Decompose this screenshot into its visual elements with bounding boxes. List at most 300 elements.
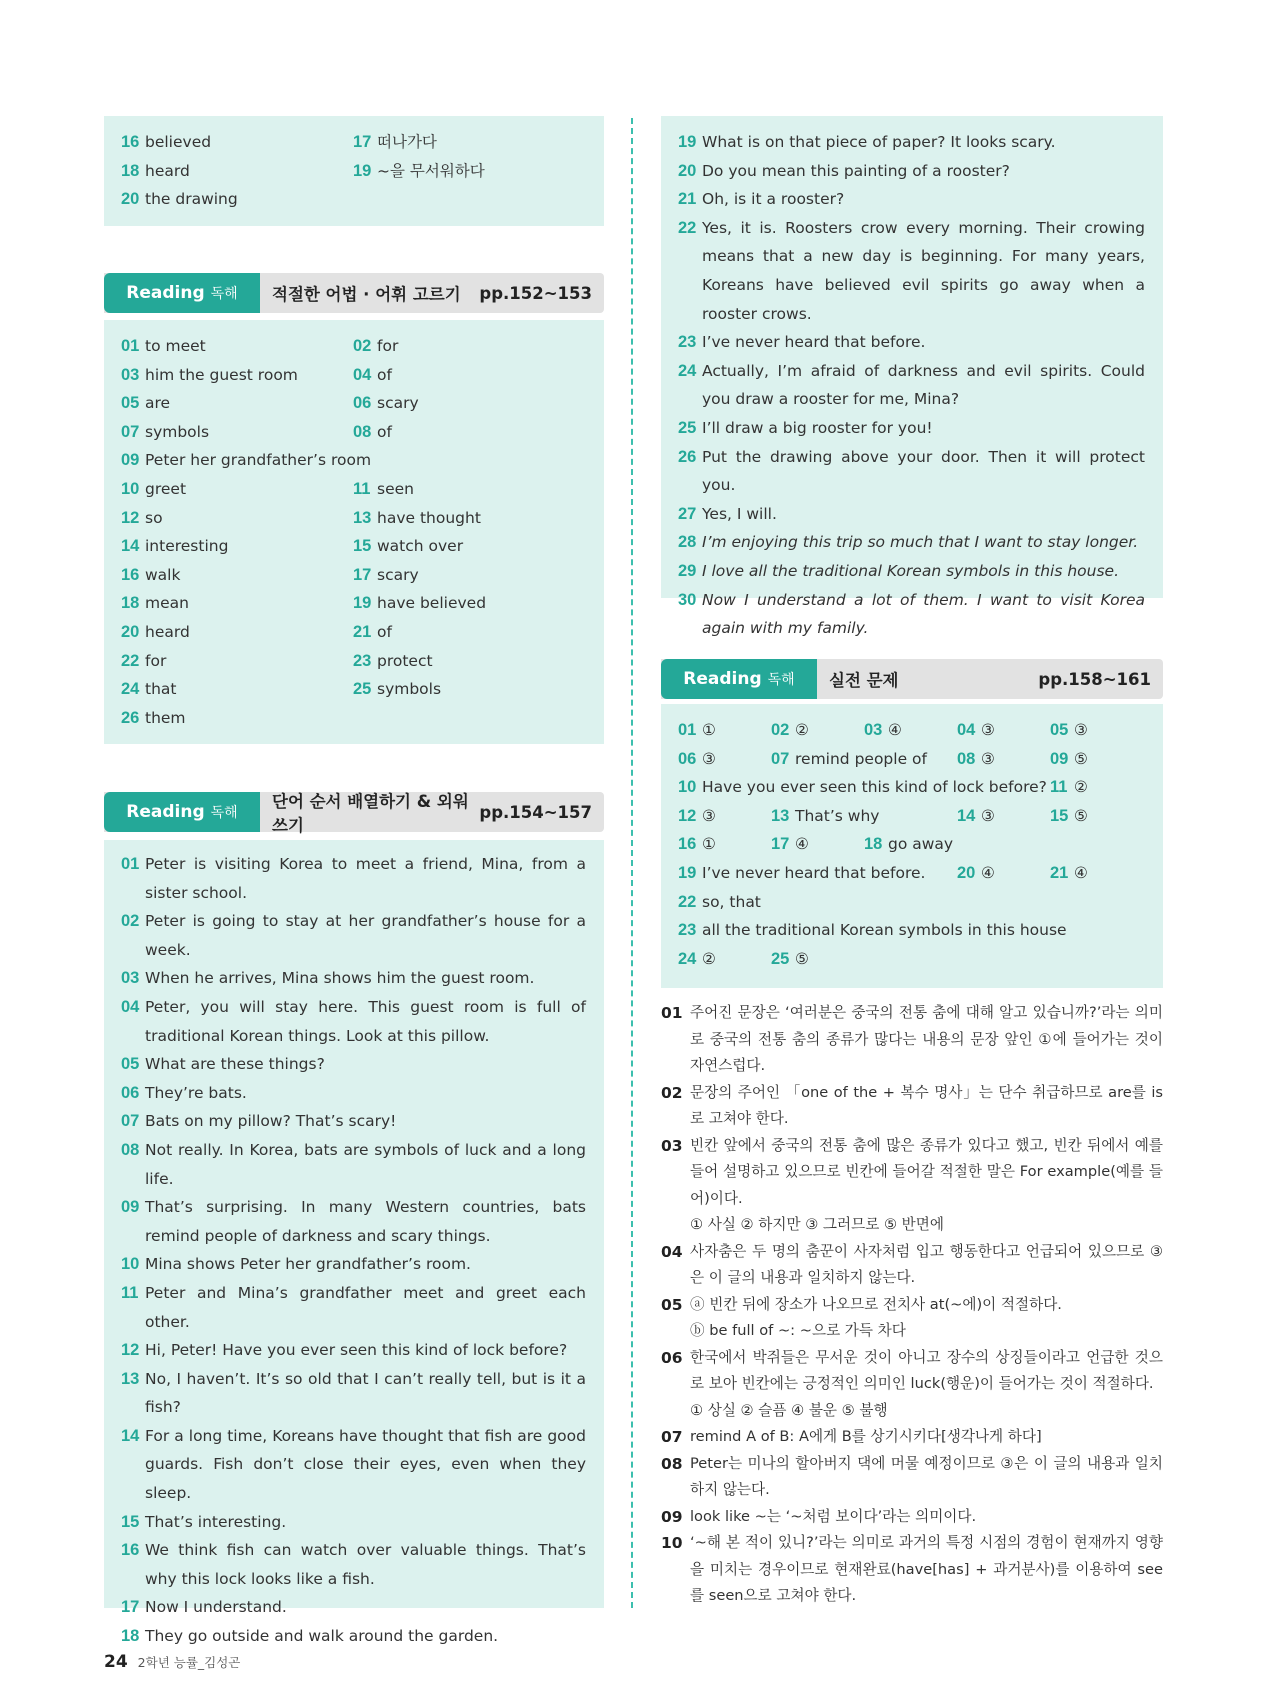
item-number: 26 (678, 447, 697, 466)
reading-tag (661, 659, 817, 699)
item-sentence: Not really. In Korea, bats are symbols of luck and a long life. (145, 1140, 586, 1188)
item-answer: 떠나가다 (377, 133, 437, 151)
item-answer: ① (702, 721, 716, 739)
section-title: 단어 순서 배열하기 & 외워 쓰기 (272, 792, 469, 835)
explanation-text: ‘~해 본 적이 있니?’라는 의미로 과거의 특정 시점의 경험이 현재까지 영향을 미치는 경우이므로 현재완료(have[has] + 과거분사)를 이용하여 see를 seen으로 고쳐야 한다. (690, 1534, 1163, 1604)
item-number: 12 (678, 806, 697, 825)
answer-item (353, 157, 573, 186)
item-answer: That’s why (795, 806, 880, 825)
sentence-item (121, 1250, 586, 1279)
item-answer: Peter her grandfather’s room (145, 451, 372, 470)
item-answer: have thought (377, 508, 481, 527)
answer-item (121, 418, 353, 447)
tag-en: Reading (126, 283, 205, 303)
answer-item (121, 332, 353, 361)
item-answer: ⑤ (1074, 749, 1088, 768)
answer-item (678, 830, 771, 859)
item-number: 19 (678, 133, 697, 151)
explanation-line (661, 1504, 1163, 1531)
sentence-item (121, 1422, 586, 1508)
item-number: 17 (353, 565, 372, 584)
item-sentence: Now I understand a lot of them. I want to visit Korea again with my family. (702, 590, 1145, 638)
answer-item (353, 418, 573, 447)
item-number: 08 (353, 422, 372, 441)
item-number: 07 (121, 422, 140, 441)
reading-tag (104, 792, 260, 832)
explanation-number: 01 (661, 1004, 683, 1022)
item-answer: greet (145, 479, 187, 498)
item-number: 07 (771, 749, 790, 768)
item-answer: ③ (702, 806, 716, 825)
answer-item (121, 561, 353, 590)
item-sentence: Peter, you will stay here. This guest room is full of traditional Korean things. Look at this pillow. (145, 997, 586, 1045)
item-sentence: Oh, is it a rooster? (702, 190, 845, 209)
item-number: 10 (121, 1255, 140, 1274)
answer-item (353, 561, 573, 590)
item-answer: of (377, 622, 392, 641)
answer-item (121, 675, 353, 704)
answer-box-grammar (104, 320, 604, 744)
answer-item (771, 716, 864, 745)
sentence-item (121, 1193, 586, 1250)
sentence-item (678, 185, 1145, 214)
item-answer: scary (377, 565, 419, 584)
item-number: 11 (1050, 778, 1068, 797)
answer-item (864, 716, 957, 745)
item-number: 05 (121, 394, 140, 413)
item-number: 14 (957, 806, 976, 825)
item-number: 21 (678, 190, 697, 209)
explanation-line (661, 1318, 1163, 1345)
tag-ko: 독해 (210, 286, 238, 302)
explanation-text: 빈칸 앞에서 중국의 전통 춤에 많은 종류가 있다고 했고, 빈칸 뒤에서 예를 들어 설명하고 있으므로 빈칸에 들어갈 적절한 말은 For example(예를 들어)이다. (690, 1136, 1163, 1207)
item-number: 13 (121, 1369, 140, 1388)
item-sentence: Yes, it is. Roosters crow every morning. Their crowing means that a new day is beginning. For many years, Koreans have believed evil spirits go away when a rooster crows. (702, 218, 1145, 323)
item-number: 21 (353, 622, 372, 641)
sentence-item (678, 157, 1145, 186)
explanation-line (661, 1530, 1163, 1610)
item-number: 01 (121, 855, 140, 873)
item-answer: so (145, 508, 163, 527)
item-number: 20 (678, 161, 697, 180)
sentence-item (121, 1508, 586, 1537)
item-number: 12 (121, 508, 140, 527)
item-number: 05 (1050, 721, 1069, 739)
section-pages: pp.154~157 (479, 802, 592, 822)
section-title: 적절한 어법 · 어휘 고르기 (272, 285, 461, 304)
answer-item (121, 446, 573, 475)
answer-box-ordering (104, 840, 604, 1646)
item-answer: of (377, 365, 392, 384)
answer-item (121, 157, 353, 186)
item-number: 04 (353, 365, 372, 384)
item-answer: ④ (795, 835, 809, 854)
answer-item (771, 745, 957, 774)
sentence-item (678, 414, 1145, 443)
answer-item (121, 475, 353, 504)
item-answer: ② (1074, 778, 1088, 797)
item-number: 01 (678, 721, 697, 739)
item-number: 08 (121, 1140, 140, 1159)
item-sentence: I’m enjoying this trip so much that I want to stay longer. (702, 533, 1139, 552)
item-answer: heard (145, 622, 190, 641)
item-answer: interesting (145, 537, 229, 556)
item-number: 24 (678, 949, 697, 968)
item-number: 22 (678, 892, 697, 911)
answer-item (678, 773, 1050, 802)
explanation-number: 09 (661, 1507, 683, 1526)
explanation-number (661, 1212, 690, 1239)
sentence-item (121, 1079, 586, 1108)
explanation-number: 06 (661, 1348, 683, 1367)
explanation-text: ① 사실 ② 하지만 ③ 그러므로 ⑤ 반면에 (690, 1216, 944, 1233)
answer-item (353, 332, 573, 361)
explanation-number: 08 (661, 1454, 683, 1473)
tag-en: Reading (126, 802, 205, 822)
sentence-item (121, 1279, 586, 1336)
item-number: 16 (121, 1541, 140, 1560)
item-number: 23 (353, 651, 372, 670)
item-number: 20 (121, 190, 140, 209)
item-number: 16 (121, 565, 140, 584)
sentence-item (121, 907, 586, 964)
explanation-text: remind A of B: A에게 B를 상기시키다[생각나게 하다] (690, 1428, 1042, 1445)
item-number: 17 (771, 835, 790, 854)
answer-item (1050, 802, 1143, 831)
answer-item (957, 716, 1050, 745)
answer-item (957, 859, 1050, 888)
sentence-item (121, 964, 586, 993)
answer-item (353, 128, 573, 157)
answer-item (121, 647, 353, 676)
answer-item (353, 504, 573, 533)
item-number: 11 (353, 479, 371, 498)
item-sentence: Hi, Peter! Have you ever seen this kind of lock before? (145, 1341, 568, 1360)
item-number: 25 (678, 418, 697, 437)
sentence-item (121, 850, 586, 907)
answer-item (678, 945, 771, 974)
item-answer: that (145, 680, 177, 699)
item-answer: symbols (377, 680, 442, 699)
item-sentence: Peter is visiting Korea to meet a friend, Mina, from a sister school. (145, 855, 586, 902)
item-sentence: I love all the traditional Korean symbols in this house. (702, 561, 1120, 580)
sentence-item (121, 993, 586, 1050)
item-number: 07 (121, 1112, 140, 1131)
answer-item (121, 361, 353, 390)
explanation-line (661, 1000, 1163, 1080)
sentence-item (678, 528, 1145, 557)
item-sentence: Put the drawing above your door. Then it will protect you. (702, 447, 1145, 495)
item-answer: are (145, 394, 171, 413)
item-answer: remind people of (795, 749, 927, 768)
sentence-item (678, 586, 1145, 643)
answer-item (121, 389, 353, 418)
answer-item (771, 802, 957, 831)
item-sentence: Peter and Mina’s grandfather meet and greet each other. (145, 1283, 586, 1331)
item-answer: them (145, 708, 186, 727)
item-number: 18 (121, 161, 140, 180)
item-number: 22 (678, 218, 697, 237)
item-number: 12 (121, 1341, 140, 1360)
item-sentence: They’re bats. (145, 1083, 247, 1102)
explanation-line (661, 1345, 1163, 1398)
item-number: 06 (678, 749, 697, 768)
sentence-item (678, 500, 1145, 529)
explanation-line (661, 1398, 1163, 1425)
item-sentence: I’ll draw a big rooster for you! (702, 418, 933, 437)
explanation-line (661, 1239, 1163, 1292)
item-number: 10 (121, 479, 140, 498)
answer-item (121, 128, 353, 157)
sentence-item (121, 1107, 586, 1136)
item-number: 02 (353, 337, 372, 355)
explanation-number: 10 (661, 1534, 683, 1552)
item-number: 04 (957, 721, 976, 739)
explanation-text: ⓐ 빈칸 뒤에 장소가 나오므로 전치사 at(~에)이 적절하다. (690, 1295, 1062, 1313)
item-answer: ⑤ (795, 949, 809, 968)
answer-item (1050, 716, 1143, 745)
item-number: 03 (864, 721, 883, 739)
sentence-item (678, 443, 1145, 500)
sentence-item (678, 357, 1145, 414)
item-sentence: I’ve never heard that before. (702, 333, 926, 352)
sentence-item (678, 128, 1145, 157)
item-number: 19 (353, 161, 372, 180)
explanation-line (661, 1451, 1163, 1504)
explanation-text: 문장의 주어인 「one of the + 복수 명사」는 단수 취급하므로 are를 is로 고쳐야 한다. (690, 1083, 1163, 1127)
answer-item (1050, 745, 1143, 774)
item-number: 26 (121, 708, 140, 727)
item-number: 02 (771, 721, 790, 739)
item-answer: ~을 무서워하다 (377, 161, 485, 180)
item-number: 19 (353, 594, 372, 613)
item-answer: ⑤ (1074, 806, 1088, 825)
item-number: 23 (678, 333, 697, 352)
item-sentence: For a long time, Koreans have thought that fish are good guards. Fish don’t close their eyes, even when they sleep. (145, 1426, 586, 1503)
item-number: 16 (121, 133, 140, 151)
column-divider (631, 118, 633, 1608)
item-number: 13 (353, 508, 372, 527)
item-answer: protect (377, 651, 433, 670)
explanation-text: ⓑ be full of ~: ~으로 가득 차다 (690, 1322, 906, 1339)
explanation-number: 07 (661, 1428, 683, 1446)
item-number: 05 (121, 1055, 140, 1074)
section-header-ordering (104, 792, 604, 835)
sentence-item (678, 214, 1145, 328)
item-number: 11 (121, 1283, 139, 1302)
explanation-text: look like ~는 ‘~처럼 보이다’라는 의미이다. (690, 1507, 977, 1525)
book-label: 2학년 능률_김성곤 (137, 1655, 241, 1670)
answer-item (353, 589, 573, 618)
explanation-text: Peter는 미나의 할아버지 댁에 머물 예정이므로 ③은 이 글의 내용과 일치하지 않는다. (690, 1454, 1163, 1498)
answer-item (957, 802, 1050, 831)
item-sentence: That’s surprising. In many Western countries, bats remind people of darkness and scary things. (145, 1198, 586, 1245)
answer-item (771, 945, 864, 974)
item-number: 15 (353, 537, 372, 556)
item-number: 25 (771, 949, 790, 968)
item-number: 09 (121, 1198, 140, 1217)
item-sentence: When he arrives, Mina shows him the guest room. (145, 969, 535, 988)
answer-item (121, 504, 353, 533)
answer-item (353, 647, 573, 676)
item-number: 03 (121, 365, 140, 384)
explanation-text: 사자춤은 두 명의 춤꾼이 사자처럼 입고 행동한다고 언급되어 있으므로 ③은 이 글의 내용과 일치하지 않는다. (690, 1242, 1163, 1286)
item-number: 15 (121, 1512, 140, 1531)
item-answer: ④ (888, 721, 902, 739)
sentence-item (678, 557, 1145, 586)
item-sentence: Mina shows Peter her grandfather’s room. (145, 1255, 471, 1274)
explanation-line (661, 1212, 1163, 1239)
grid-filler (864, 945, 957, 974)
item-answer: to meet (145, 337, 206, 355)
explanation-text: 주어진 문장은 ‘여러분은 중국의 전통 춤에 대해 알고 있습니까?’라는 의미로 중국의 전통 춤의 종류가 많다는 내용의 문장 앞인 ①에 들어가는 것이 자연스럽다. (690, 1004, 1163, 1074)
item-sentence: Yes, I will. (702, 504, 777, 523)
item-number: 06 (353, 394, 372, 413)
item-answer: watch over (377, 537, 464, 556)
item-answer: all the traditional Korean symbols in this house (702, 921, 1067, 940)
item-sentence: No, I haven’t. It’s so old that I can’t really tell, but is it a fish? (145, 1369, 586, 1417)
sentence-item (121, 1136, 586, 1193)
item-sentence: We think fish can watch over valuable things. That’s why this lock looks like a fish. (145, 1541, 586, 1588)
item-number: 16 (678, 835, 697, 854)
item-number: 13 (771, 806, 790, 825)
item-number: 25 (353, 680, 372, 699)
item-sentence: Now I understand. (145, 1598, 287, 1617)
item-sentence: Peter is going to stay at her grandfather’s house for a week. (145, 912, 586, 959)
page-number: 24 (104, 1652, 128, 1672)
item-number: 14 (121, 537, 140, 556)
answer-item (678, 745, 771, 774)
item-answer: I’ve never heard that before. (702, 863, 926, 882)
item-answer: ③ (981, 749, 995, 768)
answer-item (678, 802, 771, 831)
answer-item (957, 745, 1050, 774)
item-sentence: That’s interesting. (145, 1512, 287, 1531)
section-pages: pp.152~153 (479, 283, 592, 303)
item-number: 24 (121, 680, 140, 699)
explanation-number: 02 (661, 1083, 683, 1102)
item-sentence: What is on that piece of paper? It looks scary. (702, 133, 1056, 151)
item-answer: go away (888, 835, 954, 854)
explanation-line (661, 1080, 1163, 1133)
item-answer: ③ (702, 749, 716, 768)
answer-item (864, 830, 1143, 859)
answer-box-top-right (661, 116, 1163, 638)
item-answer: for (377, 337, 399, 355)
sentence-item (121, 1593, 586, 1622)
item-answer: heard (145, 161, 190, 180)
item-number: 04 (121, 997, 140, 1016)
explanation-number: 05 (661, 1295, 683, 1314)
item-answer: him the guest room (145, 365, 298, 384)
item-sentence: Bats on my pillow? That’s scary! (145, 1112, 397, 1131)
item-sentence: What are these things? (145, 1055, 325, 1074)
answer-box-top-left (104, 116, 604, 226)
explanation-line (661, 1292, 1163, 1319)
explanation-number: 03 (661, 1136, 683, 1155)
item-answer: ③ (981, 721, 995, 739)
item-number: 15 (1050, 806, 1069, 825)
item-answer: believed (145, 133, 212, 151)
grid-filler (1050, 945, 1143, 974)
item-answer: have believed (377, 594, 487, 613)
item-answer: walk (145, 565, 181, 584)
section-title: 실전 문제 (829, 671, 899, 690)
item-number: 24 (678, 361, 697, 380)
explanation-number (661, 1398, 690, 1425)
answer-item (121, 532, 353, 561)
item-number: 20 (121, 622, 140, 641)
explanation-line (661, 1133, 1163, 1213)
answer-item (678, 859, 957, 888)
answer-item (121, 185, 353, 214)
answer-item (353, 618, 573, 647)
sentence-item (678, 328, 1145, 357)
item-answer: mean (145, 594, 189, 613)
answer-box-practice (661, 704, 1163, 988)
item-sentence: Actually, I’m afraid of darkness and evil spirits. Could you draw a rooster for me, Mina? (702, 361, 1145, 409)
item-answer: scary (377, 394, 419, 413)
item-answer: the drawing (145, 190, 238, 209)
item-answer: ③ (981, 806, 995, 825)
item-number: 21 (1050, 863, 1069, 882)
reading-tag (104, 273, 260, 313)
item-answer: symbols (145, 422, 210, 441)
item-number: 09 (1050, 749, 1069, 768)
item-number: 18 (121, 594, 140, 613)
answer-item (121, 704, 353, 733)
answer-item (353, 532, 573, 561)
item-sentence: Do you mean this painting of a rooster? (702, 161, 1010, 180)
item-number: 28 (678, 533, 697, 552)
item-number: 27 (678, 504, 697, 523)
tag-en: Reading (683, 669, 762, 689)
section-header-practice (661, 659, 1163, 699)
tag-ko: 독해 (767, 672, 795, 688)
item-number: 03 (121, 969, 140, 988)
sentence-item (121, 1365, 586, 1422)
answer-item (678, 888, 1143, 917)
item-answer: ① (702, 835, 716, 854)
item-answer: of (377, 422, 392, 441)
item-number: 14 (121, 1426, 140, 1445)
answer-item (353, 389, 573, 418)
answer-item (121, 618, 353, 647)
item-answer: so, that (702, 892, 761, 911)
explanation-number (661, 1318, 690, 1345)
sentence-item (121, 1050, 586, 1079)
item-number: 23 (678, 921, 697, 940)
item-number: 10 (678, 778, 697, 797)
item-answer: ③ (1074, 721, 1088, 739)
grid-filler (957, 945, 1050, 974)
item-answer: Have you ever seen this kind of lock before? (702, 778, 1047, 797)
item-number: 22 (121, 651, 140, 670)
explanation-number: 04 (661, 1242, 683, 1261)
explanation-line (661, 1424, 1163, 1451)
answer-item (353, 361, 573, 390)
item-number: 20 (957, 863, 976, 882)
item-number: 06 (121, 1083, 140, 1102)
item-number: 09 (121, 451, 140, 470)
tag-ko: 독해 (210, 805, 238, 821)
answer-item (121, 589, 353, 618)
answer-item (678, 716, 771, 745)
explanation-text: 한국에서 박쥐들은 무서운 것이 아니고 장수의 상징들이라고 언급한 것으로 보아 빈칸에는 긍정적인 의미인 luck(행운)이 들어가는 것이 적절하다. (690, 1348, 1163, 1392)
item-answer: ② (795, 721, 809, 739)
answer-item (678, 916, 1143, 945)
item-number: 17 (353, 133, 372, 151)
